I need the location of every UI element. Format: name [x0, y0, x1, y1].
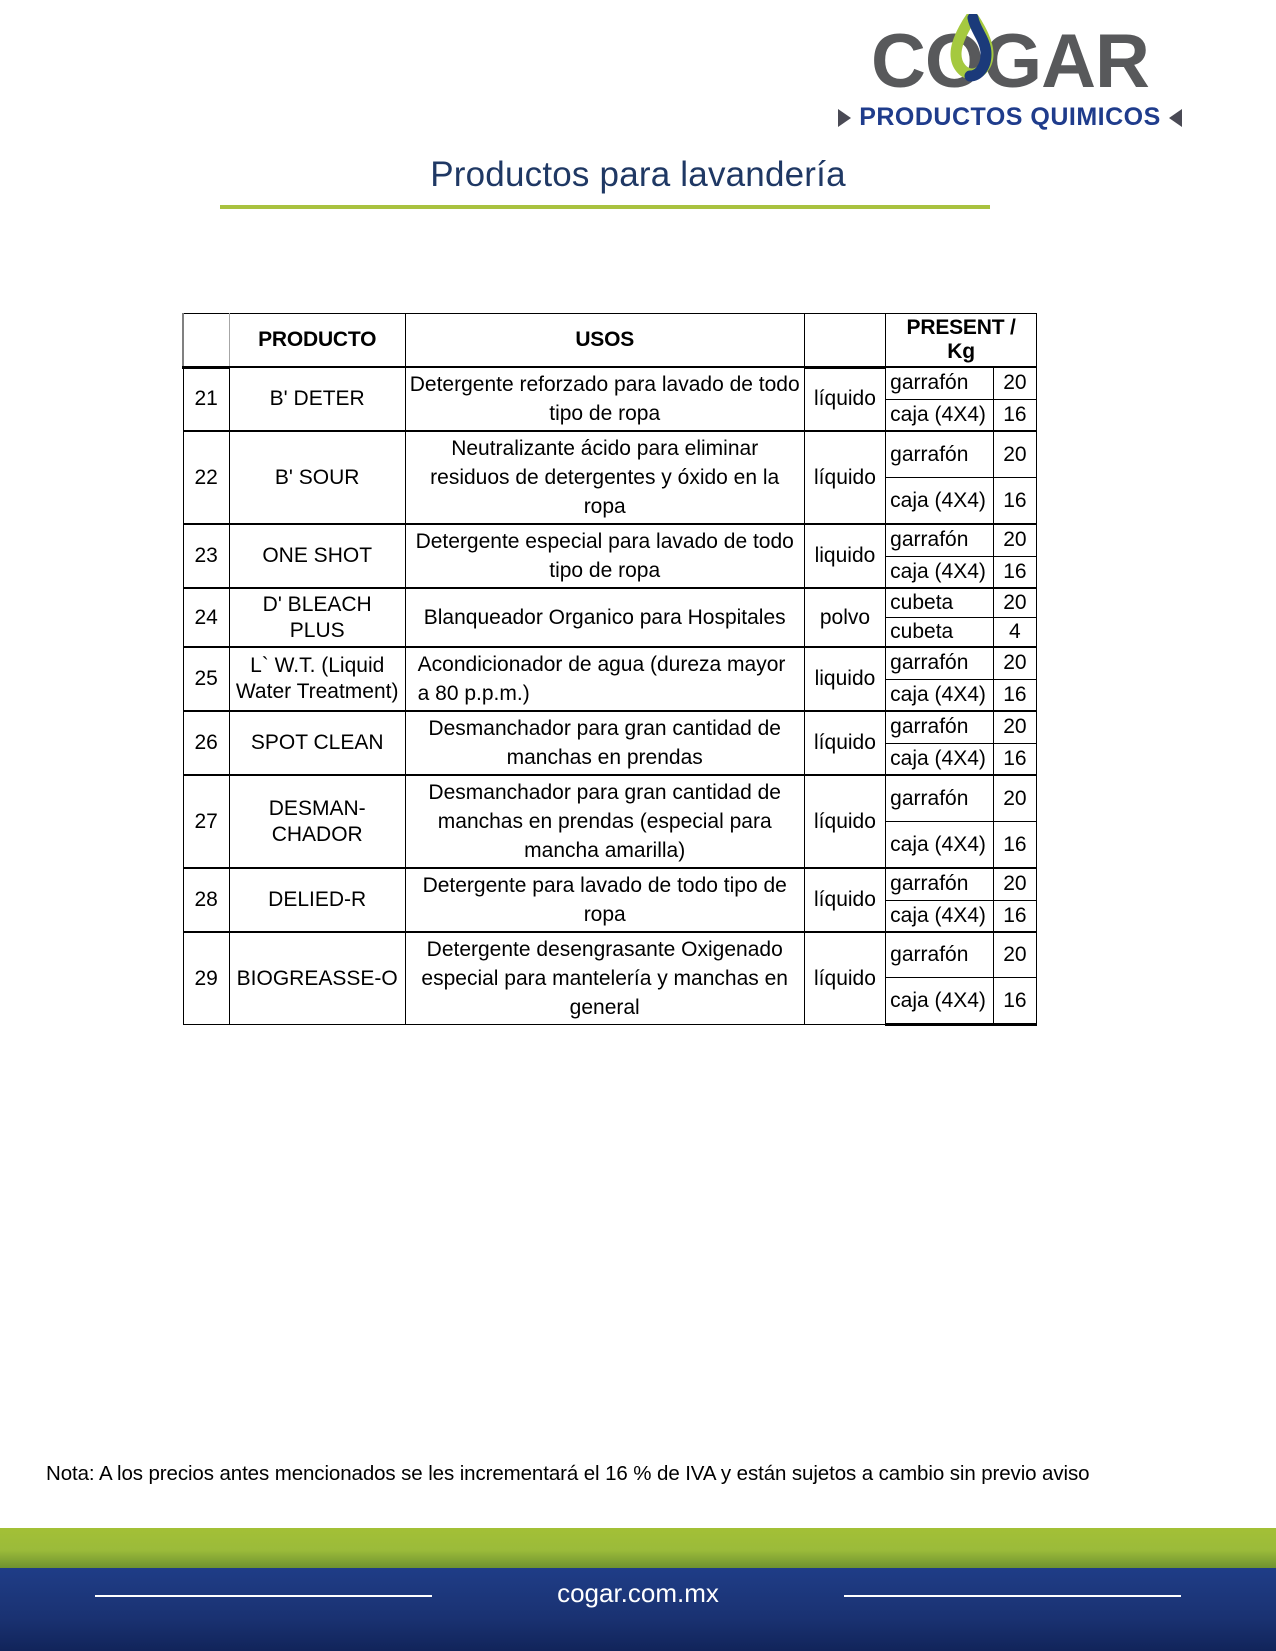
cell-kilograms: 16 [993, 679, 1036, 711]
cell-kilograms: 4 [993, 618, 1036, 648]
column-header-uses: USOS [405, 314, 804, 368]
cell-form: líquido [804, 775, 885, 868]
table-row [183, 431, 1037, 478]
cell-presentation: garrafón [886, 647, 994, 679]
cell-kilograms: 20 [993, 431, 1036, 478]
cell-kilograms: 20 [993, 932, 1036, 978]
cell-uses: Blanqueador Organico para Hospitales [405, 588, 804, 647]
cell-kilograms: 16 [993, 743, 1036, 775]
cell-item-number: 22 [183, 431, 229, 524]
cell-presentation: garrafón [886, 868, 994, 900]
cell-kilograms: 20 [993, 588, 1036, 618]
cell-presentation: caja (4X4) [886, 822, 994, 869]
cell-kilograms: 16 [993, 900, 1036, 932]
cell-uses: Detergente desengrasante Oxigenado especial para mantelería y manchas en general [405, 932, 804, 1025]
triangle-left-icon [1169, 109, 1182, 127]
cell-presentation: garrafón [886, 367, 994, 399]
cell-presentation: caja (4X4) [886, 978, 994, 1025]
table-body [183, 367, 1037, 1025]
cell-product-name: SPOT CLEAN [229, 711, 405, 775]
page-title: Productos para lavandería [430, 155, 846, 194]
cell-presentation: garrafón [886, 711, 994, 743]
cell-kilograms: 16 [993, 399, 1036, 431]
cell-kilograms: 16 [993, 978, 1036, 1025]
logo-wordmark [860, 19, 1160, 104]
cell-kilograms: 20 [993, 868, 1036, 900]
cell-form: líquido [804, 367, 885, 431]
cell-presentation: caja (4X4) [886, 743, 994, 775]
cell-form: líquido [804, 868, 885, 932]
price-note: Nota: A los precios antes mencionados se les incrementará el 16 % de IVA y están sujetos a cambio sin previo aviso [46, 1462, 1090, 1485]
table-row [183, 588, 1037, 618]
table-row [183, 524, 1037, 556]
products-table-container [182, 313, 1037, 1026]
table-row [183, 868, 1037, 900]
cell-product-name: ONE SHOT [229, 524, 405, 588]
logo-wordmark-text: COGAR [871, 19, 1149, 104]
products-table [182, 313, 1037, 1026]
cell-kilograms: 20 [993, 775, 1036, 822]
cell-item-number: 26 [183, 711, 229, 775]
cell-item-number: 23 [183, 524, 229, 588]
cell-product-name: B' SOUR [229, 431, 405, 524]
cell-item-number: 21 [183, 367, 229, 431]
cell-form: líquido [804, 431, 885, 524]
footer-website-url[interactable]: cogar.com.mx [557, 1578, 719, 1608]
cell-kilograms: 20 [993, 367, 1036, 399]
cell-product-name: L` W.T. (Liquid Water Treatment) [229, 647, 405, 711]
table-header [183, 314, 1037, 368]
logo-subtitle-row [860, 103, 1160, 132]
cell-presentation: garrafón [886, 431, 994, 478]
cell-form: líquido [804, 932, 885, 1025]
cell-presentation: caja (4X4) [886, 900, 994, 932]
table-row [183, 775, 1037, 822]
cell-form: líquido [804, 711, 885, 775]
logo-subtitle-text: PRODUCTOS QUIMICOS [859, 103, 1161, 131]
table-row [183, 711, 1037, 743]
table-row [183, 932, 1037, 978]
company-logo [859, 19, 1161, 134]
footer-green-band [0, 1528, 1276, 1568]
cell-uses: Acondicionador de agua (dureza mayor a 80 p.p.m.) [405, 647, 804, 711]
cell-item-number: 25 [183, 647, 229, 711]
cell-item-number: 29 [183, 932, 229, 1025]
cell-presentation: caja (4X4) [886, 556, 994, 588]
cell-uses: Detergente reforzado para lavado de todo tipo de ropa [405, 367, 804, 431]
column-header-product: PRODUCTO [229, 314, 405, 368]
cell-presentation: caja (4X4) [886, 478, 994, 525]
cell-kilograms: 16 [993, 556, 1036, 588]
cell-presentation: garrafón [886, 524, 994, 556]
cell-uses: Detergente especial para lavado de todo tipo de ropa [405, 524, 804, 588]
cell-presentation: garrafón [886, 775, 994, 822]
cell-presentation: cubeta [886, 588, 994, 618]
cell-uses: Desmanchador para gran cantidad de manchas en prendas (especial para mancha amarilla) [405, 775, 804, 868]
column-header-presentation: PRESENT / Kg [886, 314, 1037, 368]
cell-form: liquido [804, 647, 885, 711]
table-row [183, 367, 1037, 399]
cell-product-name: DELIED-R [229, 868, 405, 932]
cell-form: polvo [804, 588, 885, 647]
cell-uses: Desmanchador para gran cantidad de manchas en prendas [405, 711, 804, 775]
cell-kilograms: 20 [993, 647, 1036, 679]
cell-presentation: caja (4X4) [886, 399, 994, 431]
column-header-number [183, 314, 229, 368]
cell-uses: Detergente para lavado de todo tipo de ropa [405, 868, 804, 932]
cell-presentation: cubeta [886, 618, 994, 648]
cell-item-number: 24 [183, 588, 229, 647]
cell-kilograms: 16 [993, 822, 1036, 869]
cell-product-name: BIOGREASSE-O [229, 932, 405, 1025]
cell-kilograms: 20 [993, 711, 1036, 743]
cell-form: liquido [804, 524, 885, 588]
table-header-row [183, 314, 1037, 368]
cell-uses: Neutralizante ácido para eliminar residuos de detergentes y óxido en la ropa [405, 431, 804, 524]
cell-kilograms: 16 [993, 478, 1036, 525]
cell-kilograms: 20 [993, 524, 1036, 556]
cell-product-name: D' BLEACH PLUS [229, 588, 405, 647]
cell-product-name: B' DETER [229, 367, 405, 431]
cell-presentation: garrafón [886, 932, 994, 978]
table-row [183, 647, 1037, 679]
cell-item-number: 27 [183, 775, 229, 868]
column-header-form [804, 314, 885, 368]
triangle-right-icon [838, 109, 851, 127]
cell-product-name: DESMAN-CHADOR [229, 775, 405, 868]
title-underline-rule [220, 205, 990, 209]
cell-presentation: caja (4X4) [886, 679, 994, 711]
cell-item-number: 28 [183, 868, 229, 932]
